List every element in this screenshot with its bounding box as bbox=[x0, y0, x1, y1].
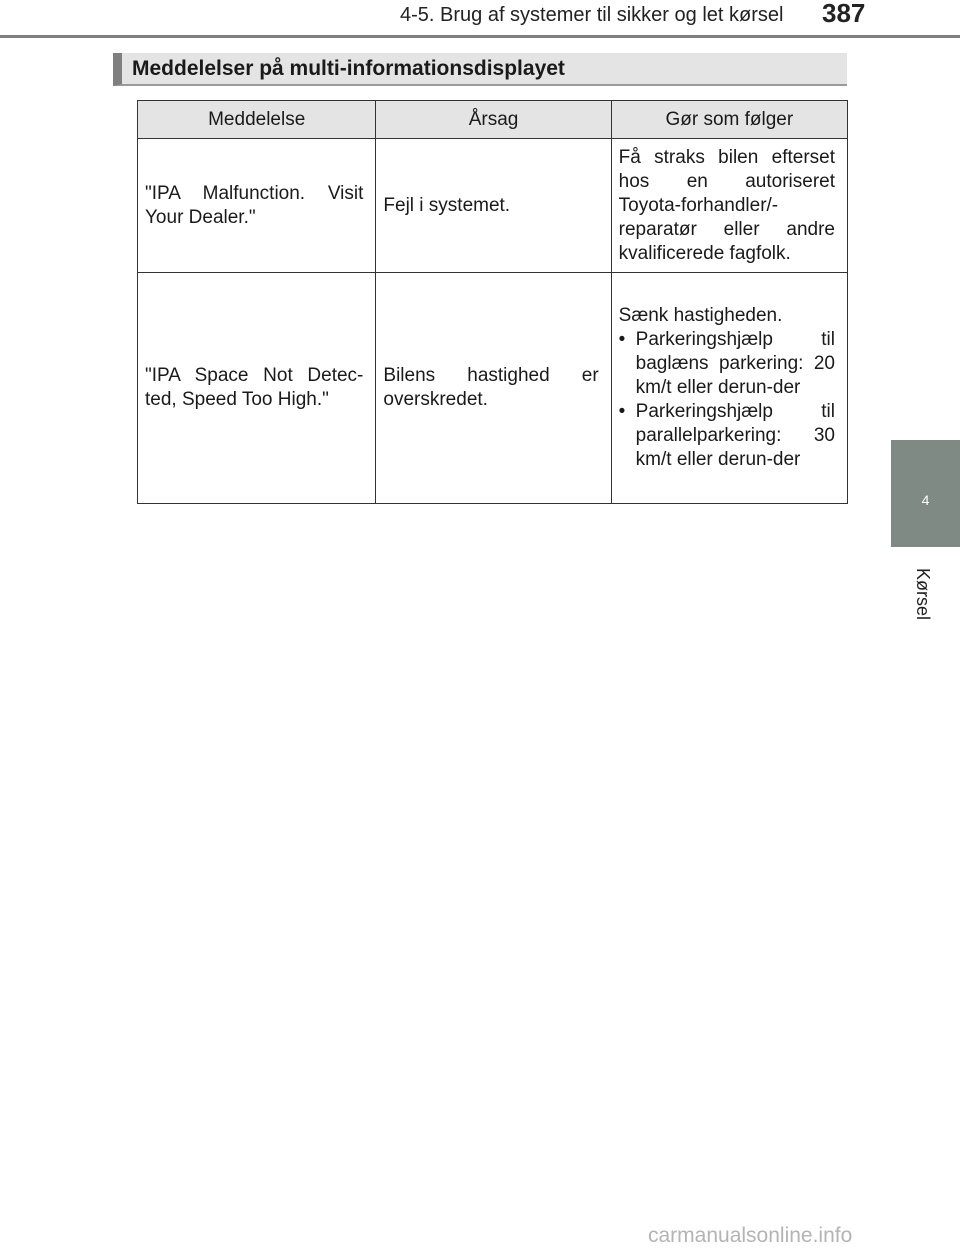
chapter-tab-label bbox=[903, 568, 943, 628]
cause-cell: Bilens hastighed er overskredet. bbox=[376, 273, 611, 504]
watermark: carmanualsonline.info bbox=[648, 1224, 853, 1247]
table-header-row bbox=[138, 101, 848, 139]
chapter-tab bbox=[891, 440, 960, 547]
message-cell: "IPA Space Not Detec-ted, Speed Too High." bbox=[138, 273, 376, 504]
chapter-title: 4-5. Brug af systemer til sikker og let kørsel bbox=[400, 4, 784, 26]
action-cell bbox=[611, 273, 847, 504]
column-header-action: Gør som følger bbox=[611, 101, 847, 139]
chapter-tab-label-text: Kørsel bbox=[913, 568, 933, 621]
section-heading bbox=[113, 53, 847, 86]
section-heading-text: Meddelelser på multi-informationsdisplayet bbox=[132, 57, 565, 80]
action-text: Få straks bilen efterset hos en autoriseret Toyota-forhandler/-reparatør eller andre kvalificerede fagfolk. bbox=[618, 146, 835, 264]
action-text: Sænk hastigheden. bbox=[618, 305, 783, 326]
header-divider bbox=[0, 35, 960, 38]
column-header-message: Meddelelse bbox=[138, 101, 376, 139]
chapter-tab-number: 4 bbox=[921, 492, 930, 508]
table-row bbox=[138, 273, 848, 504]
page-number: 387 bbox=[822, 0, 866, 28]
cause-cell: Fejl i systemet. bbox=[376, 139, 611, 273]
action-list bbox=[619, 328, 835, 472]
message-cell: "IPA Malfunction. Visit Your Dealer." bbox=[138, 139, 376, 273]
list-item: • Parkeringshjælp til parallelparkering: 30 km/t eller derun-der bbox=[619, 400, 835, 472]
column-header-cause: Årsag bbox=[376, 101, 611, 139]
message-table bbox=[137, 100, 848, 504]
list-item: • Parkeringshjælp til baglæns parkering: 20 km/t eller derun-der bbox=[619, 328, 835, 400]
action-cell bbox=[611, 139, 847, 273]
table-row bbox=[138, 139, 848, 273]
